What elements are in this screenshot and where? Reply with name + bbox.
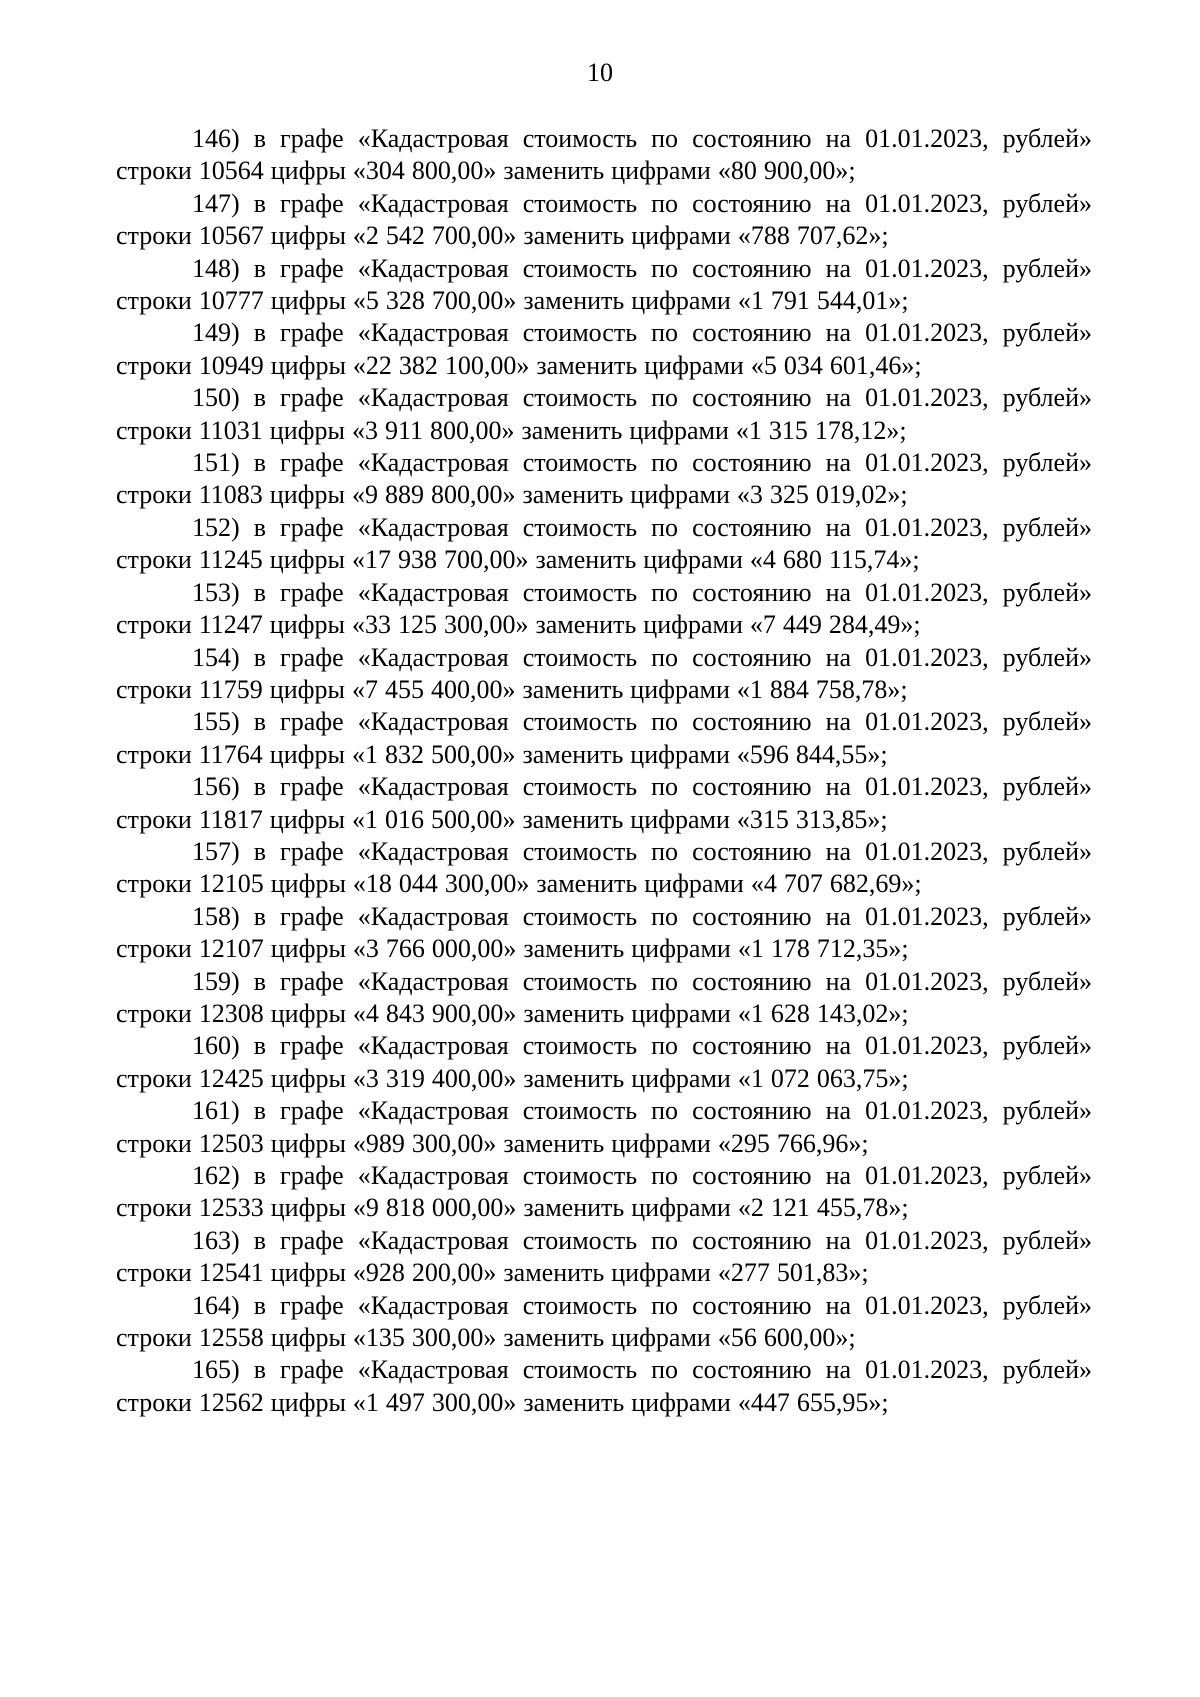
amendment-item-156: 156) в графе «Кадастровая стоимость по состоянию на 01.01.2023, рублей» строки 11817 цифры «1 016 500,00» заменить цифрами «315 313,85»; (116, 772, 1092, 834)
amendment-item-148: 148) в графе «Кадастровая стоимость по состоянию на 01.01.2023, рублей» строки 10777 цифры «5 328 700,00» заменить цифрами «1 791 544,01»; (116, 253, 1092, 316)
amendment-item-151: 151) в графе «Кадастровая стоимость по состоянию на 01.01.2023, рублей» строки 11083 цифры «9 889 800,00» заменить цифрами «3 325 019,02»; (116, 448, 1092, 510)
amendment-item-164: 164) в графе «Кадастровая стоимость по состоянию на 01.01.2023, рублей» строки 12558 цифры «135 300,00» заменить цифрами «56 600,00»; (116, 1290, 1092, 1353)
amendment-item-160: 160) в графе «Кадастровая стоимость по состоянию на 01.01.2023, рублей» строки 12425 цифры «3 319 400,00» заменить цифрами «1 072 063,75»; (116, 1031, 1092, 1093)
amendment-item-162: 162) в графе «Кадастровая стоимость по состоянию на 01.01.2023, рублей» строки 12533 цифры «9 818 000,00» заменить цифрами «2 121 455,78»; (116, 1161, 1092, 1223)
amendment-item-150: 150) в графе «Кадастровая стоимость по состоянию на 01.01.2023, рублей» строки 11031 цифры «3 911 800,00» заменить цифрами «1 315 178,12»; (116, 383, 1092, 445)
amendment-item-147: 147) в графе «Кадастровая стоимость по состоянию на 01.01.2023, рублей» строки 10567 цифры «2 542 700,00» заменить цифрами «788 707,62»; (116, 188, 1092, 251)
amendment-item-157: 157) в графе «Кадастровая стоимость по состоянию на 01.01.2023, рублей» строки 12105 цифры «18 044 300,00» заменить цифрами «4 707 682,69»; (116, 836, 1092, 899)
amendment-item-146: 146) в графе «Кадастровая стоимость по состоянию на 01.01.2023, рублей» строки 10564 цифры «304 800,00» заменить цифрами «80 900,00»; (116, 124, 1092, 186)
amendment-item-161: 161) в графе «Кадастровая стоимость по состоянию на 01.01.2023, рублей» строки 12503 цифры «989 300,00» заменить цифрами «295 766,96»; (116, 1096, 1092, 1158)
amendment-item-153: 153) в графе «Кадастровая стоимость по состоянию на 01.01.2023, рублей» строки 11247 цифры «33 125 300,00» заменить цифрами «7 449 284,49»; (116, 577, 1092, 640)
amendment-item-149: 149) в графе «Кадастровая стоимость по состоянию на 01.01.2023, рублей» строки 10949 цифры «22 382 100,00» заменить цифрами «5 034 601,46»; (116, 318, 1092, 380)
amendment-item-165: 165) в графе «Кадастровая стоимость по состоянию на 01.01.2023, рублей» строки 12562 цифры «1 497 300,00» заменить цифрами «447 655,95»; (116, 1355, 1092, 1417)
amendment-item-154: 154) в графе «Кадастровая стоимость по состоянию на 01.01.2023, рублей» строки 11759 цифры «7 455 400,00» заменить цифрами «1 884 758,78»; (116, 642, 1092, 704)
page-number: 10 (587, 58, 613, 87)
amendment-item-158: 158) в графе «Кадастровая стоимость по состоянию на 01.01.2023, рублей» строки 12107 цифры «3 766 000,00» заменить цифрами «1 178 712,35»; (116, 901, 1092, 964)
amendment-item-163: 163) в графе «Кадастровая стоимость по состоянию на 01.01.2023, рублей» строки 12541 цифры «928 200,00» заменить цифрами «277 501,83»; (116, 1225, 1092, 1288)
amendment-item-155: 155) в графе «Кадастровая стоимость по состоянию на 01.01.2023, рублей» строки 11764 цифры «1 832 500,00» заменить цифрами «596 844,55»; (116, 707, 1092, 769)
amendment-list (116, 123, 1092, 1419)
amendment-item-159: 159) в графе «Кадастровая стоимость по состоянию на 01.01.2023, рублей» строки 12308 цифры «4 843 900,00» заменить цифрами «1 628 143,02»; (116, 966, 1092, 1028)
amendment-item-152: 152) в графе «Кадастровая стоимость по состоянию на 01.01.2023, рублей» строки 11245 цифры «17 938 700,00» заменить цифрами «4 680 115,74»; (116, 512, 1092, 575)
